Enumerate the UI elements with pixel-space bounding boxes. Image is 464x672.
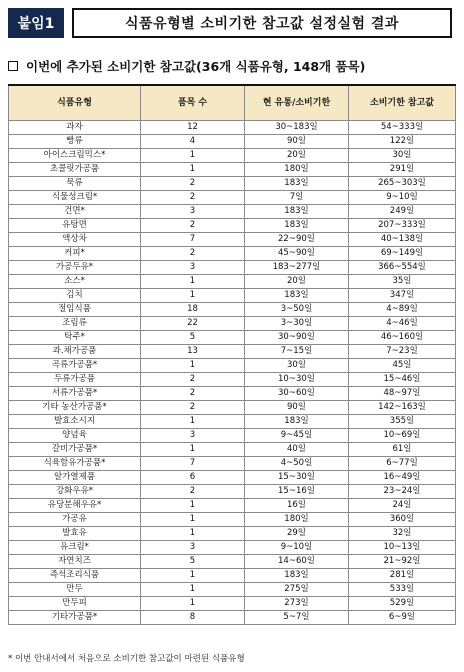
section-title: 이번에 추가된 소비기한 참고값(36개 식품유형, 148개 품목) [26, 59, 366, 74]
table-row [9, 289, 456, 303]
reference-value-cell: 24일 [349, 499, 456, 513]
current-period-cell: 183일 [245, 415, 349, 429]
current-period-cell: 15~30일 [245, 471, 349, 485]
table-row [9, 401, 456, 415]
table-row [9, 457, 456, 471]
item-count-cell: 1 [141, 163, 245, 177]
food-type-cell: 발효유 [9, 527, 141, 541]
reference-value-cell: 32일 [349, 527, 456, 541]
current-period-cell: 10~30일 [245, 373, 349, 387]
item-count-cell: 1 [141, 149, 245, 163]
food-type-cell: 강화우유* [9, 485, 141, 499]
current-period-cell: 20일 [245, 149, 349, 163]
page-title: 식품유형별 소비기한 참고값 설정실험 결과 [72, 8, 452, 38]
item-count-cell: 7 [141, 233, 245, 247]
table-row [9, 177, 456, 191]
food-type-cell: 발효소시지 [9, 415, 141, 429]
checkbox-square-icon [8, 61, 18, 71]
item-count-cell: 1 [141, 513, 245, 527]
section-heading [8, 56, 458, 76]
reference-value-cell: 7~23일 [349, 345, 456, 359]
reference-value-cell: 23~24일 [349, 485, 456, 499]
current-period-cell: 14~60일 [245, 555, 349, 569]
table-row [9, 219, 456, 233]
item-count-cell: 5 [141, 331, 245, 345]
current-period-cell: 30~60일 [245, 387, 349, 401]
table-row [9, 527, 456, 541]
item-count-cell: 1 [141, 359, 245, 373]
food-type-cell: 양념육 [9, 429, 141, 443]
item-count-cell: 4 [141, 135, 245, 149]
reference-value-cell: 46~160일 [349, 331, 456, 345]
reference-value-cell: 45일 [349, 359, 456, 373]
table-row [9, 415, 456, 429]
food-type-cell: 초콜릿가공품 [9, 163, 141, 177]
food-type-cell: 서류가공품* [9, 387, 141, 401]
reference-value-cell: 281일 [349, 569, 456, 583]
table-row [9, 499, 456, 513]
reference-value-cell: 4~46일 [349, 317, 456, 331]
reference-value-cell: 6~77일 [349, 457, 456, 471]
item-count-cell: 8 [141, 611, 245, 625]
reference-value-cell: 48~97일 [349, 387, 456, 401]
item-count-cell: 3 [141, 205, 245, 219]
current-period-cell: 90일 [245, 135, 349, 149]
reference-value-cell: 4~89일 [349, 303, 456, 317]
current-period-cell: 29일 [245, 527, 349, 541]
item-count-cell: 1 [141, 527, 245, 541]
food-type-cell: 건면* [9, 205, 141, 219]
item-count-cell: 6 [141, 471, 245, 485]
food-type-cell: 곡류가공품* [9, 359, 141, 373]
item-count-cell: 7 [141, 457, 245, 471]
table-row [9, 303, 456, 317]
food-type-cell: 즉석조리식품 [9, 569, 141, 583]
reference-value-cell: 10~69일 [349, 429, 456, 443]
reference-value-cell: 366~554일 [349, 261, 456, 275]
food-type-cell: 기타 농산가공품* [9, 401, 141, 415]
table-row [9, 583, 456, 597]
current-period-cell: 275일 [245, 583, 349, 597]
reference-value-cell: 10~13일 [349, 541, 456, 555]
reference-value-cell: 9~10일 [349, 191, 456, 205]
attachment-badge: 붙임1 [8, 8, 64, 38]
food-type-cell: 갈비가공품* [9, 443, 141, 457]
table-row [9, 247, 456, 261]
item-count-cell: 1 [141, 597, 245, 611]
current-period-cell: 5~7일 [245, 611, 349, 625]
current-period-cell: 20일 [245, 275, 349, 289]
table-row [9, 555, 456, 569]
current-period-cell: 7일 [245, 191, 349, 205]
reference-value-cell: 265~303일 [349, 177, 456, 191]
item-count-cell: 2 [141, 485, 245, 499]
table-row [9, 275, 456, 289]
item-count-cell: 2 [141, 191, 245, 205]
column-header-food-type: 식품유형 [9, 85, 141, 121]
food-type-cell: 가공두유* [9, 261, 141, 275]
food-type-cell: 액상차 [9, 233, 141, 247]
table-row [9, 345, 456, 359]
food-type-cell: 김치 [9, 289, 141, 303]
reference-value-cell: 249일 [349, 205, 456, 219]
food-type-cell: 빵류 [9, 135, 141, 149]
table-body [9, 121, 456, 625]
current-period-cell: 180일 [245, 163, 349, 177]
current-period-cell: 183일 [245, 289, 349, 303]
current-period-cell: 30일 [245, 359, 349, 373]
reference-value-cell: 355일 [349, 415, 456, 429]
current-period-cell: 183일 [245, 569, 349, 583]
food-type-cell: 만두피 [9, 597, 141, 611]
item-count-cell: 18 [141, 303, 245, 317]
column-header-reference-value: 소비기한 참고값 [349, 85, 456, 121]
reference-value-cell: 347일 [349, 289, 456, 303]
food-type-cell: 아이스크림믹스* [9, 149, 141, 163]
current-period-cell: 3~30일 [245, 317, 349, 331]
reference-value-cell: 142~163일 [349, 401, 456, 415]
reference-value-cell: 15~46일 [349, 373, 456, 387]
table-row [9, 135, 456, 149]
table-row [9, 541, 456, 555]
reference-value-cell: 35일 [349, 275, 456, 289]
item-count-cell: 12 [141, 121, 245, 135]
table-row [9, 331, 456, 345]
food-type-cell: 자연치즈 [9, 555, 141, 569]
food-type-cell: 소스* [9, 275, 141, 289]
food-type-cell: 과자 [9, 121, 141, 135]
food-type-cell: 두류가공품 [9, 373, 141, 387]
item-count-cell: 5 [141, 555, 245, 569]
table-row [9, 149, 456, 163]
table-row [9, 597, 456, 611]
item-count-cell: 3 [141, 429, 245, 443]
food-type-cell: 조림류 [9, 317, 141, 331]
reference-value-cell: 30일 [349, 149, 456, 163]
food-type-cell: 유당분해우유* [9, 499, 141, 513]
item-count-cell: 1 [141, 415, 245, 429]
item-count-cell: 2 [141, 219, 245, 233]
food-type-cell: 과.채가공품 [9, 345, 141, 359]
current-period-cell: 30~183일 [245, 121, 349, 135]
item-count-cell: 3 [141, 261, 245, 275]
shelf-life-table [8, 84, 456, 625]
food-type-cell: 만두 [9, 583, 141, 597]
table-row [9, 373, 456, 387]
table-row [9, 387, 456, 401]
item-count-cell: 1 [141, 499, 245, 513]
table-row [9, 359, 456, 373]
food-type-cell: 커피* [9, 247, 141, 261]
reference-value-cell: 529일 [349, 597, 456, 611]
current-period-cell: 22~90일 [245, 233, 349, 247]
food-type-cell: 식물성크림* [9, 191, 141, 205]
column-header-item-count: 품목 수 [141, 85, 245, 121]
current-period-cell: 183일 [245, 177, 349, 191]
food-type-cell: 기타가공품* [9, 611, 141, 625]
item-count-cell: 1 [141, 275, 245, 289]
table-row [9, 429, 456, 443]
current-period-cell: 180일 [245, 513, 349, 527]
table-header-row [9, 85, 456, 121]
table-row [9, 485, 456, 499]
current-period-cell: 40일 [245, 443, 349, 457]
item-count-cell: 2 [141, 373, 245, 387]
item-count-cell: 1 [141, 569, 245, 583]
reference-value-cell: 533일 [349, 583, 456, 597]
reference-value-cell: 291일 [349, 163, 456, 177]
current-period-cell: 183~277일 [245, 261, 349, 275]
food-type-cell: 식육함유가공품* [9, 457, 141, 471]
food-type-cell: 알가열제품 [9, 471, 141, 485]
current-period-cell: 90일 [245, 401, 349, 415]
reference-value-cell: 69~149일 [349, 247, 456, 261]
item-count-cell: 2 [141, 387, 245, 401]
current-period-cell: 273일 [245, 597, 349, 611]
food-type-cell: 유탕면 [9, 219, 141, 233]
item-count-cell: 2 [141, 247, 245, 261]
current-period-cell: 3~50일 [245, 303, 349, 317]
reference-value-cell: 61일 [349, 443, 456, 457]
table-row [9, 317, 456, 331]
current-period-cell: 183일 [245, 219, 349, 233]
current-period-cell: 30~90일 [245, 331, 349, 345]
table-row [9, 471, 456, 485]
current-period-cell: 45~90일 [245, 247, 349, 261]
item-count-cell: 22 [141, 317, 245, 331]
food-type-cell: 묵류 [9, 177, 141, 191]
food-type-cell: 가공유 [9, 513, 141, 527]
item-count-cell: 1 [141, 289, 245, 303]
current-period-cell: 16일 [245, 499, 349, 513]
current-period-cell: 9~45일 [245, 429, 349, 443]
header [8, 8, 458, 38]
table-row [9, 261, 456, 275]
table-row [9, 191, 456, 205]
table-row [9, 233, 456, 247]
current-period-cell: 15~16일 [245, 485, 349, 499]
table-row [9, 513, 456, 527]
item-count-cell: 13 [141, 345, 245, 359]
reference-value-cell: 122일 [349, 135, 456, 149]
table-row [9, 205, 456, 219]
food-type-cell: 유크림* [9, 541, 141, 555]
footnote: * 이번 안내서에서 처음으로 소비기한 참고값이 마련된 식품유형 [8, 654, 245, 664]
reference-value-cell: 40~138일 [349, 233, 456, 247]
reference-value-cell: 54~333일 [349, 121, 456, 135]
item-count-cell: 2 [141, 177, 245, 191]
item-count-cell: 1 [141, 583, 245, 597]
item-count-cell: 3 [141, 541, 245, 555]
table-row [9, 569, 456, 583]
reference-value-cell: 16~49일 [349, 471, 456, 485]
current-period-cell: 4~50일 [245, 457, 349, 471]
item-count-cell: 2 [141, 401, 245, 415]
reference-value-cell: 360일 [349, 513, 456, 527]
food-type-cell: 탁주* [9, 331, 141, 345]
column-header-current-period: 현 유통/소비기한 [245, 85, 349, 121]
reference-value-cell: 6~9일 [349, 611, 456, 625]
table-row [9, 611, 456, 625]
table-row [9, 163, 456, 177]
food-type-cell: 절임식품 [9, 303, 141, 317]
reference-value-cell: 207~333일 [349, 219, 456, 233]
table-row [9, 121, 456, 135]
current-period-cell: 7~15일 [245, 345, 349, 359]
current-period-cell: 183일 [245, 205, 349, 219]
current-period-cell: 9~10일 [245, 541, 349, 555]
table-row [9, 443, 456, 457]
item-count-cell: 1 [141, 443, 245, 457]
reference-value-cell: 21~92일 [349, 555, 456, 569]
